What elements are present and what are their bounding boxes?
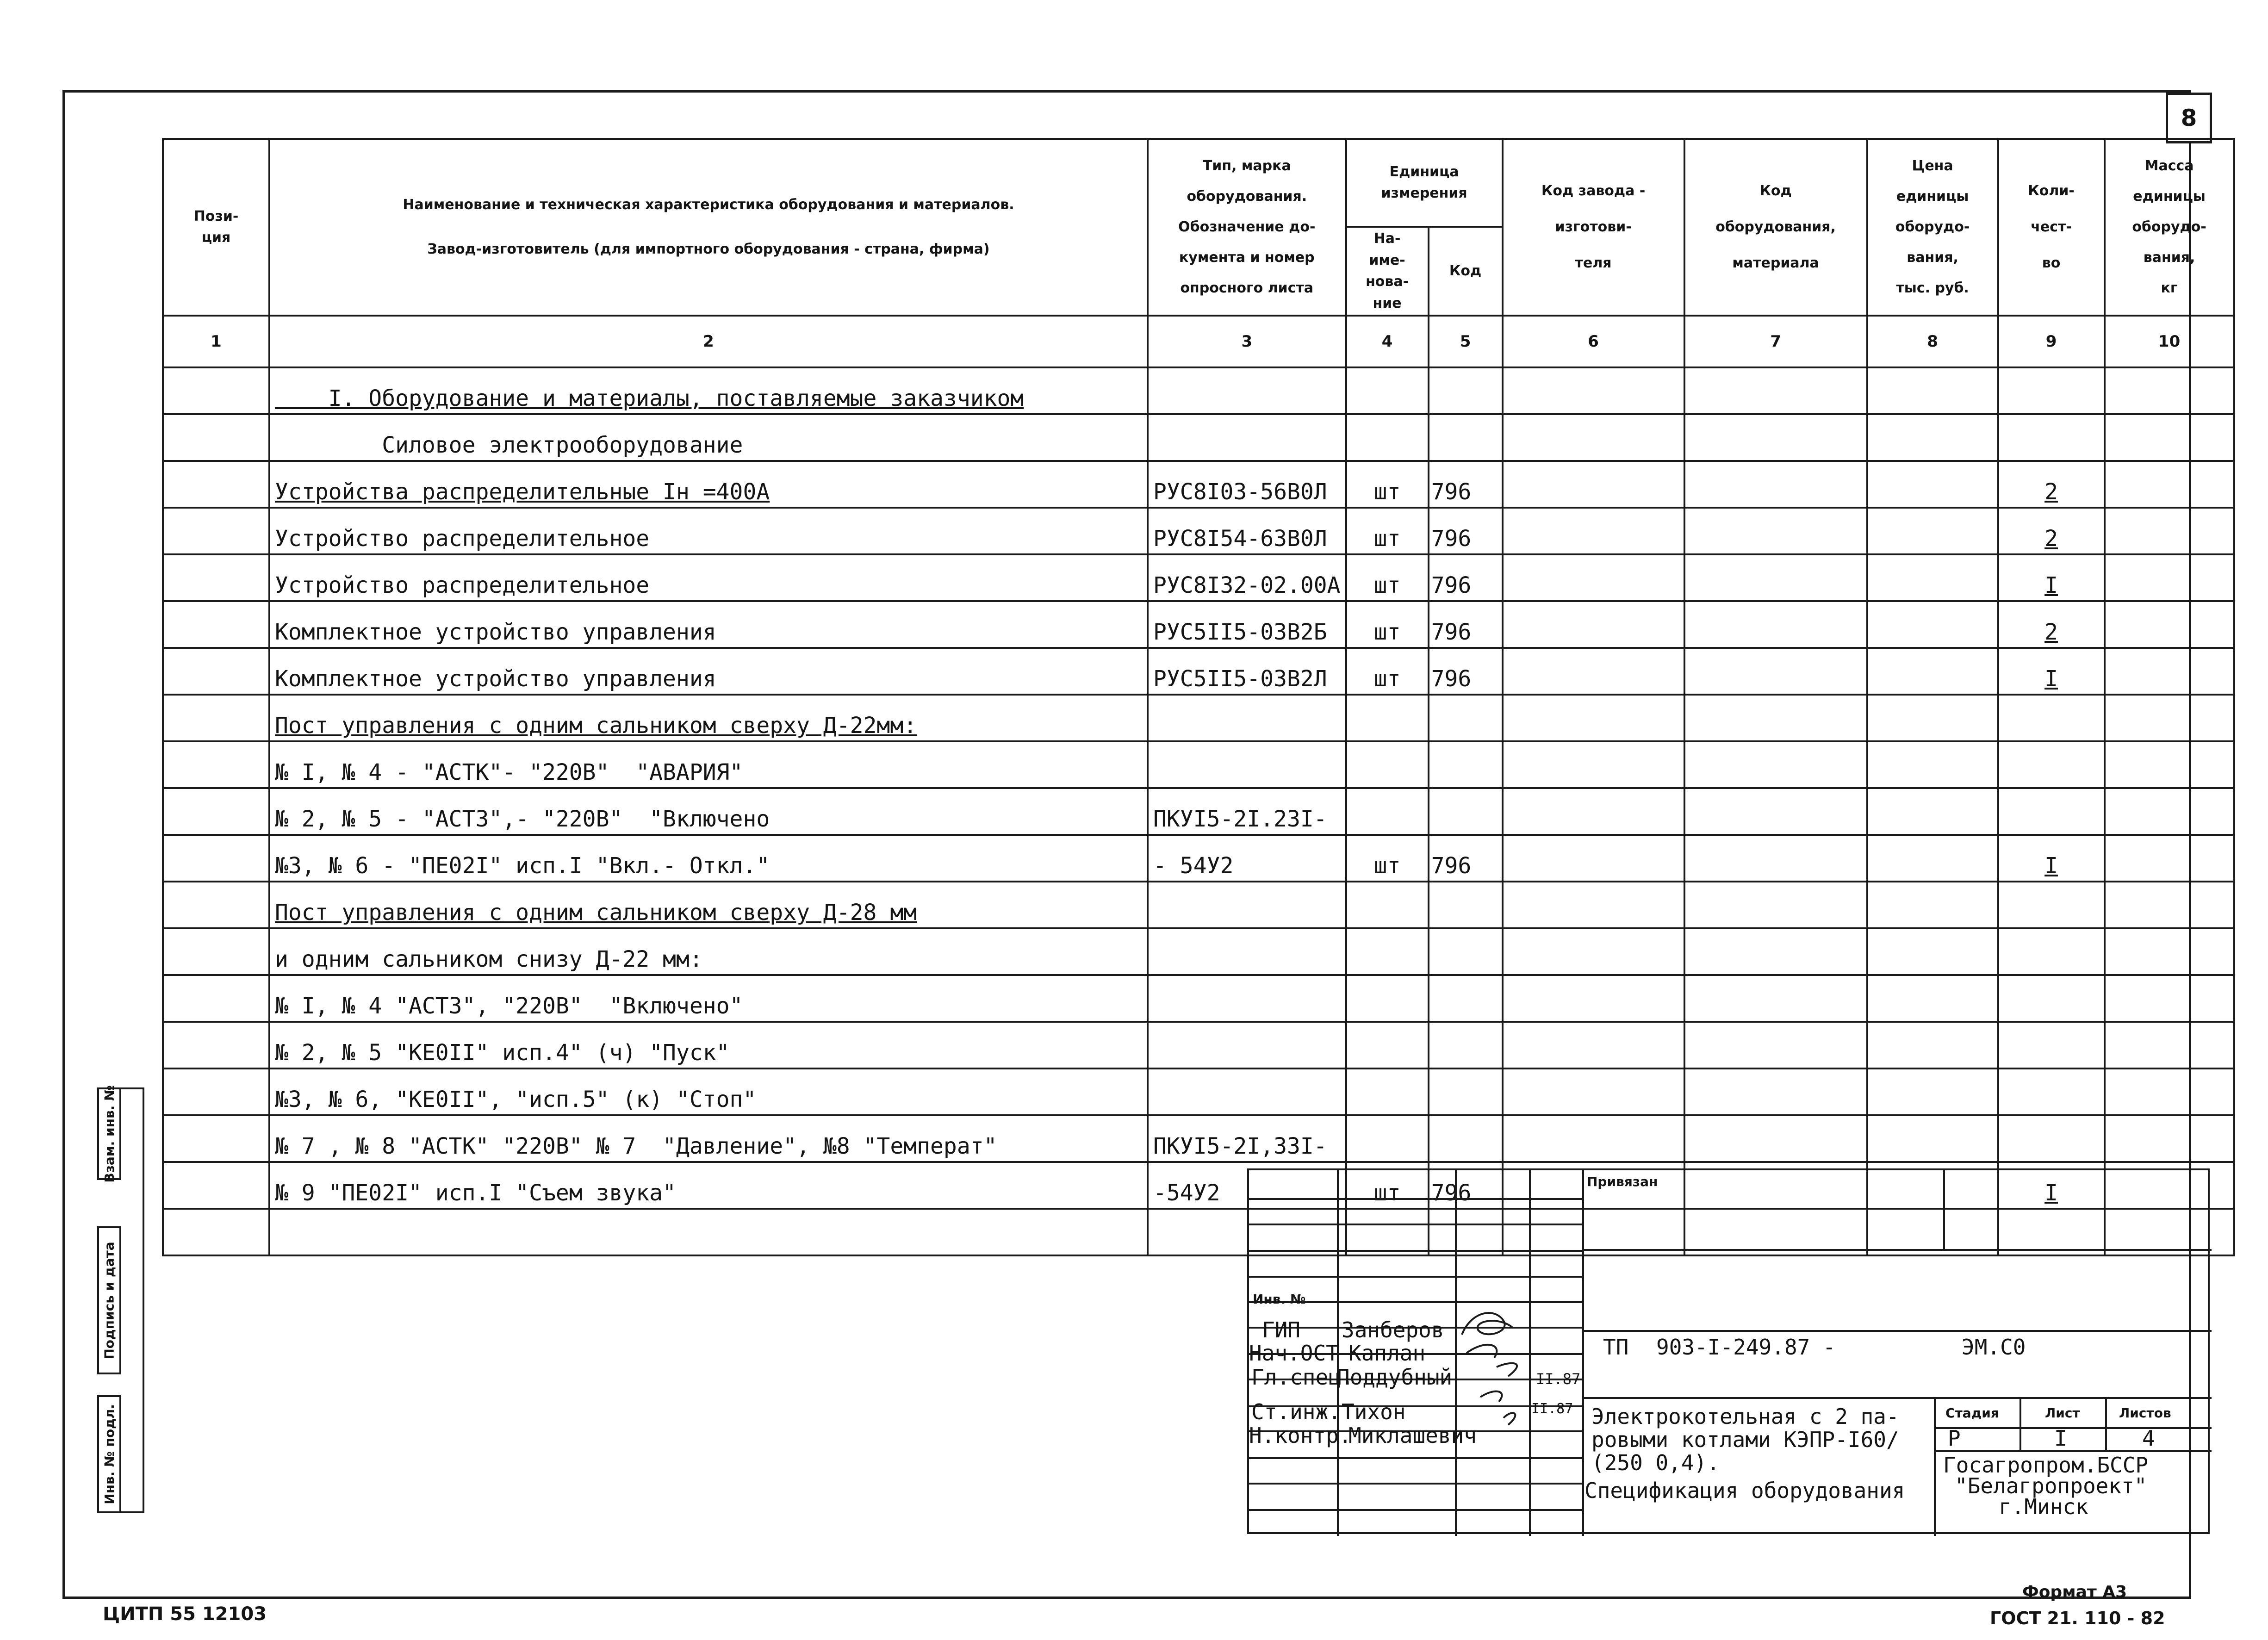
table-cell: ПКУI5-2I.23I- [1148,788,1346,835]
table-cell [1148,1068,1346,1115]
table-cell: Устройство распределительное [269,508,1148,554]
table-cell [1503,414,1684,461]
table-cell [1429,1068,1503,1115]
table-cell: шт [1346,554,1429,601]
org-line-2: "Белагропроект" [1955,1473,2147,1498]
table-cell: 2 [1998,508,2105,554]
table-cell: Устройства распределительные Iн =400А [269,461,1148,508]
header-position: Пози- ция [163,139,269,316]
doc-prefix: ТП [1603,1335,1629,1360]
table-cell [2105,741,2234,788]
sheet-value: I [2054,1426,2067,1451]
table-cell [163,1068,269,1115]
table-cell [1148,741,1346,788]
date-gl-spec: II.87 [1536,1370,1581,1388]
table-cell [1503,835,1684,882]
side-label-inv: Инв. № подл. [101,1404,117,1504]
table-row [163,648,2234,695]
table-cell [1148,367,1346,414]
side-label-sign: Подпись и дата [101,1241,117,1360]
table-cell: Пост управления с одним сальником сверху Д-22мм: [269,695,1148,741]
table-cell [1148,928,1346,975]
table-cell [1998,975,2105,1022]
title-line-1: Электрокотельная с 2 па- [1591,1404,1899,1429]
table-cell [163,1162,269,1209]
table-cell [163,1022,269,1068]
table-cell [1867,1068,1998,1115]
table-cell [1998,695,2105,741]
table-cell [1429,928,1503,975]
table-cell: I [1998,1162,2105,1209]
table-cell [1684,648,1867,695]
table-cell [163,741,269,788]
table-cell [2105,367,2234,414]
table-cell [1346,788,1429,835]
name-st-inzh: Тихон [1342,1399,1406,1424]
table-cell [1346,882,1429,928]
footer-format: Формат А3 [2022,1583,2127,1602]
table-cell: -54У2 [1148,1162,1346,1209]
table-cell [1148,414,1346,461]
header-price: Цена единицы оборудо- вания, тыс. руб. [1867,139,1998,316]
date-st-inzh: II.87 [1531,1401,1573,1417]
role-gip: ГИП [1262,1317,1301,1342]
table-row [163,928,2234,975]
table-cell [1503,554,1684,601]
org-line-1: Госагропром.БССР [1943,1453,2149,1478]
table-cell [1346,1068,1429,1115]
table-cell [163,835,269,882]
table-cell: № I, № 4 "АСТЗ", "220В" "Включено" [269,975,1148,1022]
table-cell [1998,367,2105,414]
privyazan-label: Привязан [1587,1174,1658,1189]
role-nach-ost: Нач.ОСТ [1249,1341,1339,1366]
stage-value: Р [1948,1426,1961,1451]
table-cell [163,367,269,414]
table-cell [1684,601,1867,648]
org-line-3: г.Минск [1999,1494,2088,1519]
table-cell [1684,928,1867,975]
table-cell [1684,1068,1867,1115]
name-nach-ost: Каплан [1348,1341,1426,1366]
table-cell [1998,882,2105,928]
table-row [163,554,2234,601]
table-cell [1503,367,1684,414]
title-block [1247,1168,2210,1534]
table-cell [1346,975,1429,1022]
table-cell [1867,414,1998,461]
table-cell: № 7 , № 8 "АСТК" "220В" № 7 "Давление", №8 "Температ" [269,1115,1148,1162]
table-cell [2105,788,2234,835]
title-line-2: ровыми котлами КЭПР-I60/ [1591,1427,1899,1452]
table-cell: РУС5II5-03В2Б [1148,601,1346,648]
role-gl-spec: Гл.спец. [1251,1365,1354,1390]
table-cell: I [1998,835,2105,882]
signatures [1453,1307,1541,1432]
table-cell [1503,601,1684,648]
inv-no-label: Инв. № [1253,1292,1306,1307]
table-cell [163,648,269,695]
header-mass: Масса единицы оборудо- вания, кг [2105,139,2234,316]
table-cell: I [1998,648,2105,695]
table-cell: шт [1346,508,1429,554]
name-gip: Занберов [1342,1317,1444,1342]
table-row [163,1115,2234,1162]
table-cell [1429,788,1503,835]
table-cell [1503,882,1684,928]
table-cell [1684,367,1867,414]
table-cell [1503,461,1684,508]
table-cell [1346,367,1429,414]
table-row [163,367,2234,414]
table-cell: 796 [1429,835,1503,882]
table-row [163,975,2234,1022]
table-cell: I [1998,554,2105,601]
table-row [163,601,2234,648]
table-cell [1684,554,1867,601]
table-cell [163,554,269,601]
table-cell [1429,367,1503,414]
table-cell: I. Оборудование и материалы, поставляемые заказчиком [269,367,1148,414]
table-cell [163,928,269,975]
table-cell [1998,1068,2105,1115]
table-cell: РУС8I03-56В0Л [1148,461,1346,508]
table-row [163,741,2234,788]
table-cell [1503,1068,1684,1115]
table-cell: 796 [1429,554,1503,601]
table-cell [1346,414,1429,461]
table-cell [163,882,269,928]
table-cell [1867,554,1998,601]
table-cell [163,695,269,741]
table-cell [1148,975,1346,1022]
table-cell [1684,414,1867,461]
table-cell [1503,648,1684,695]
table-cell [1503,975,1684,1022]
table-cell [1148,882,1346,928]
stage-label: Стадия [1945,1405,1999,1421]
specification-table [162,138,2235,1256]
side-label-vzam: Взам. инв. № [101,1085,117,1183]
table-cell [163,975,269,1022]
table-cell [1998,1115,2105,1162]
table-cell [1867,788,1998,835]
table-cell [269,1209,1148,1255]
side-strip [97,1087,162,1518]
table-cell [163,461,269,508]
table-cell [1503,695,1684,741]
title-line-4: Спецификация оборудования [1584,1478,1905,1503]
table-cell [1684,1022,1867,1068]
table-cell [1684,835,1867,882]
table-cell: шт [1346,601,1429,648]
table-cell [163,508,269,554]
table-row [163,1068,2234,1115]
table-cell [1346,741,1429,788]
table-cell [1998,741,2105,788]
table-cell [2105,414,2234,461]
doc-suffix: ЭМ.С0 [1962,1335,2026,1360]
table-cell [1148,1022,1346,1068]
table-cell [2105,975,2234,1022]
header-unit-name: На- име- нова- ние [1346,227,1429,316]
table-cell [2105,695,2234,741]
table-cell [1429,695,1503,741]
table-cell [1867,461,1998,508]
table-cell: 796 [1429,601,1503,648]
table-cell [2105,554,2234,601]
table-cell: Силовое электрооборудование [269,414,1148,461]
table-cell: Комплектное устройство управления [269,648,1148,695]
table-cell [2105,882,2234,928]
table-cell [1867,835,1998,882]
table-cell [1684,975,1867,1022]
table-cell [1503,928,1684,975]
table-cell [1148,695,1346,741]
table-cell [1867,928,1998,975]
table-cell [1684,508,1867,554]
table-cell [1346,695,1429,741]
table-cell [2105,508,2234,554]
name-n-kontr: Миклашевич [1348,1423,1477,1448]
table-row [163,1022,2234,1068]
header-equipment-code: Код оборудования, материала [1684,139,1867,316]
table-cell [1867,648,1998,695]
header-name: Наименование и техническая характеристика оборудования и материалов. Завод-изготовитель (для импортного оборудования - страна, фирма) [269,139,1148,316]
doc-number: 903-I-249.87 - [1656,1335,1836,1360]
table-row [163,835,2234,882]
role-n-kontr: Н.контр. [1249,1423,1352,1448]
table-cell [1684,741,1867,788]
header-plant-code: Код завода - изготови- теля [1503,139,1684,316]
table-cell [2105,1115,2234,1162]
table-cell [1998,414,2105,461]
table-cell [2105,1068,2234,1115]
table-cell: и одним сальником снизу Д-22 мм: [269,928,1148,975]
table-cell [163,788,269,835]
table-row [163,461,2234,508]
footer-citp: ЦИТП 55 12103 [103,1603,267,1625]
column-numbers-row: 1 2 3 4 5 6 7 8 9 10 [163,316,2234,367]
table-cell: Устройство распределительное [269,554,1148,601]
table-cell [1867,367,1998,414]
header-unit: Единица измерения [1346,139,1503,227]
table-cell [163,601,269,648]
table-cell [1998,928,2105,975]
table-cell [163,1209,269,1255]
table-cell: 796 [1429,508,1503,554]
table-cell [163,414,269,461]
table-cell [2105,601,2234,648]
table-cell: Комплектное устройство управления [269,601,1148,648]
footer-gost: ГОСТ 21. 110 - 82 [1990,1608,2165,1628]
table-cell: 796 [1429,648,1503,695]
table-cell [2105,461,2234,508]
table-cell [1429,882,1503,928]
table-cell: № I, № 4 - "АСТК"- "220В" "АВАРИЯ" [269,741,1148,788]
header-type: Тип, марка оборудования. Обозначение до- кумента и номер опросного листа [1148,139,1346,316]
table-cell [163,1115,269,1162]
table-cell [1684,695,1867,741]
table-cell: РУС8I54-63В0Л [1148,508,1346,554]
table-cell [1867,508,1998,554]
sheets-value: 4 [2142,1426,2155,1451]
table-cell: 796 [1429,1162,1503,1209]
table-cell [1346,1115,1429,1162]
table-cell [1429,1115,1503,1162]
table-row [163,695,2234,741]
table-cell: № 2, № 5 "КЕ0II" исп.4" (ч) "Пуск" [269,1022,1148,1068]
table-cell [1429,414,1503,461]
table-cell [1867,1115,1998,1162]
role-st-inzh: Ст.инж. [1251,1399,1341,1424]
table-cell: РУС5II5-03В2Л [1148,648,1346,695]
table-cell [1867,695,1998,741]
table-cell [1867,1022,1998,1068]
table-cell [2105,1022,2234,1068]
header-unit-code: Код [1429,227,1503,316]
table-cell [1684,788,1867,835]
table-cell [1998,788,2105,835]
table-cell [1503,1022,1684,1068]
table-row [163,788,2234,835]
table-cell [1684,882,1867,928]
table-cell [2105,648,2234,695]
table-cell [1867,882,1998,928]
table-cell: шт [1346,648,1429,695]
table-cell: 2 [1998,601,2105,648]
table-cell: № 2, № 5 - "АСТЗ",- "220В" "Включено [269,788,1148,835]
table-row [163,508,2234,554]
table-cell [1429,741,1503,788]
table-cell [1503,1115,1684,1162]
table-cell: РУС8I32-02.00А [1148,554,1346,601]
table-cell [1346,928,1429,975]
table-cell [1346,1022,1429,1068]
table-cell [1684,461,1867,508]
table-cell [1503,508,1684,554]
header-quantity: Коли- чест- во [1998,139,2105,316]
table-cell: 796 [1429,461,1503,508]
table-row [163,414,2234,461]
title-line-3: (250 0,4). [1591,1450,1720,1475]
table-cell [1867,975,1998,1022]
sheet-number: 8 [2166,93,2212,143]
table-cell [1503,741,1684,788]
table-cell: 2 [1998,461,2105,508]
name-gl-spec: Поддубный [1337,1365,1453,1390]
table-cell [1998,1022,2105,1068]
table-cell [2105,928,2234,975]
table-cell [1429,1022,1503,1068]
sheets-label: Листов [2119,1405,2171,1421]
table-cell [1429,975,1503,1022]
table-cell: №3, № 6 - "ПЕ02I" исп.I "Вкл.- Откл." [269,835,1148,882]
table-cell: - 54У2 [1148,835,1346,882]
table-cell [1503,788,1684,835]
table-cell [1867,741,1998,788]
table-cell [1867,601,1998,648]
table-cell: шт [1346,835,1429,882]
table-cell: № 9 "ПЕ02I" исп.I "Съем звука" [269,1162,1148,1209]
table-cell: ПКУI5-2I,33I- [1148,1115,1346,1162]
table-cell: шт [1346,1162,1429,1209]
table-cell: №3, № 6, "КЕ0II", "исп.5" (к) "Стоп" [269,1068,1148,1115]
table-cell [2105,835,2234,882]
table-cell [1684,1115,1867,1162]
table-cell: шт [1346,461,1429,508]
table-cell: Пост управления с одним сальником сверху Д-28 мм [269,882,1148,928]
sheet-label: Лист [2045,1405,2080,1421]
table-row [163,882,2234,928]
